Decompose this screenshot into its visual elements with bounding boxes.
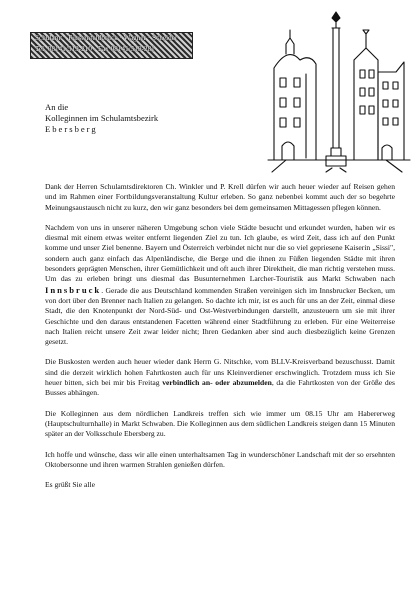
innsbruck-street-illustration [266, 8, 412, 174]
letterhead-line-1: Schulamt · Fürstenfeldbruck · Wagner · Scheider [35, 34, 178, 42]
paragraph-meeting-points: Die Kolleginnen aus dem nördlichen Landkreis treffen sich wie immer um 08.15 Uhr am Habererweg (Hauptschulturnhalle) in Markt Schwaben. Die Kolleginnen aus dem südlichen Landkreis steigen dann 15 Minuten später an der Volksschule Ebersberg zu. [45, 408, 395, 439]
destination-text-2: . Gerade die aus Deutschland kommenden Straßen vereinigen sich im Innsbrucker Becken, um von dort über den Brenner nach Italien zu gelangen. So dachte ich mir, ist es auch für uns an der Zeit, einmal diese Stadt, die den Knotenpunkt der Nord-Süd- und Ost-Westverbindungen darstellt, anzusteuern um sie mit ihrer Geschichte und den daraus entstandenen Facetten während einer Stadtführung zu erleben. Für eine Weiterreise nach Italien reicht unsere Zeit zwar leider nicht; Ihren Gedanken aber sind auch diesbezüglich keine Grenzen gesetzt. [45, 285, 395, 347]
costs-text-1: Die Buskosten werden auch heuer wieder dank Herrn G. Nitschke, vom BLLV-Kreisverband bezuschusst. Damit sind die derzeit wirklich hohen Fahrtkosten auch für uns Kleinverdiener erschwinglich. Trotzdem muss ich Sie heuer bitten, sich bei mir bis Freitag [45, 357, 395, 388]
letter-body [45, 182, 395, 500]
closing-greeting: Es grüßt Sie alle [45, 480, 95, 490]
destination-text-1: Nachdem von uns in unserer näheren Umgebung schon viele Städte besucht und erkundet wurden, haben wir es diesmal mit einem etwas weiter entfernt liegenden Ziel zu tun. Ich glaube, es wird Zeit, dass ich auf den Punkt komme und unser Ziel benenne. Bayern und Österreich verbindet nicht nur die so viel gepriesene Kaiserin „Sissi", sondern auch ganz einfach das Alpenländische, die Berge und die ihnen zu Füßen liegenden Städte mit ihren besonders geprägten Menschen, ihrer Gemütlichkeit und oft auch ihrer Direktheit, die man richtig verstehen muss. Um das zu erleben bringt uns diesmal das Busunternehmen Larcher-Touristik aus Markt Schwaben nach [45, 222, 395, 284]
paragraph-wishes: Ich hoffe und wünsche, dass wir alle einen unterhaltsamen Tag in wunderschöner Landschaft mit der so ersehnten Oktobersonne und ihren warmen Strahlen genießen dürfen. [45, 449, 395, 469]
address-line-2: Kolleginnen im Schulamtsbezirk [45, 113, 159, 123]
paragraph-costs [45, 357, 395, 398]
recipient-address [45, 102, 158, 135]
paragraph-destination [45, 223, 395, 348]
address-line-3: Ebersberg [45, 124, 98, 134]
costs-text-2: , da die Fahrtkosten von der Größe des Busses abhängen. [45, 378, 395, 398]
address-line-1: An die [45, 102, 69, 112]
destination-city: Innsbruck [45, 284, 102, 295]
costs-registration-emphasis: verbindlich an- oder abzumelden [162, 378, 272, 388]
paragraph-intro: Dank der Herren Schulamtsdirektoren Ch. Winkler und P. Krell dürfen wir auch heuer wieder auf Reisen gehen und im Rahmen einer Fortbildungsveranstaltung Kultur erleben. So ganz nebenbei kommt auch der so begehrte Meinungsaustausch nicht zu kurz, den wir ganz besonders bei dem gemeinsamen Mittagessen pflegen können. [45, 182, 395, 212]
letterhead-banner [30, 32, 193, 59]
letterhead-line-2: Tel. 08141/519-210 · Fax 08141/519-281 [35, 45, 155, 53]
